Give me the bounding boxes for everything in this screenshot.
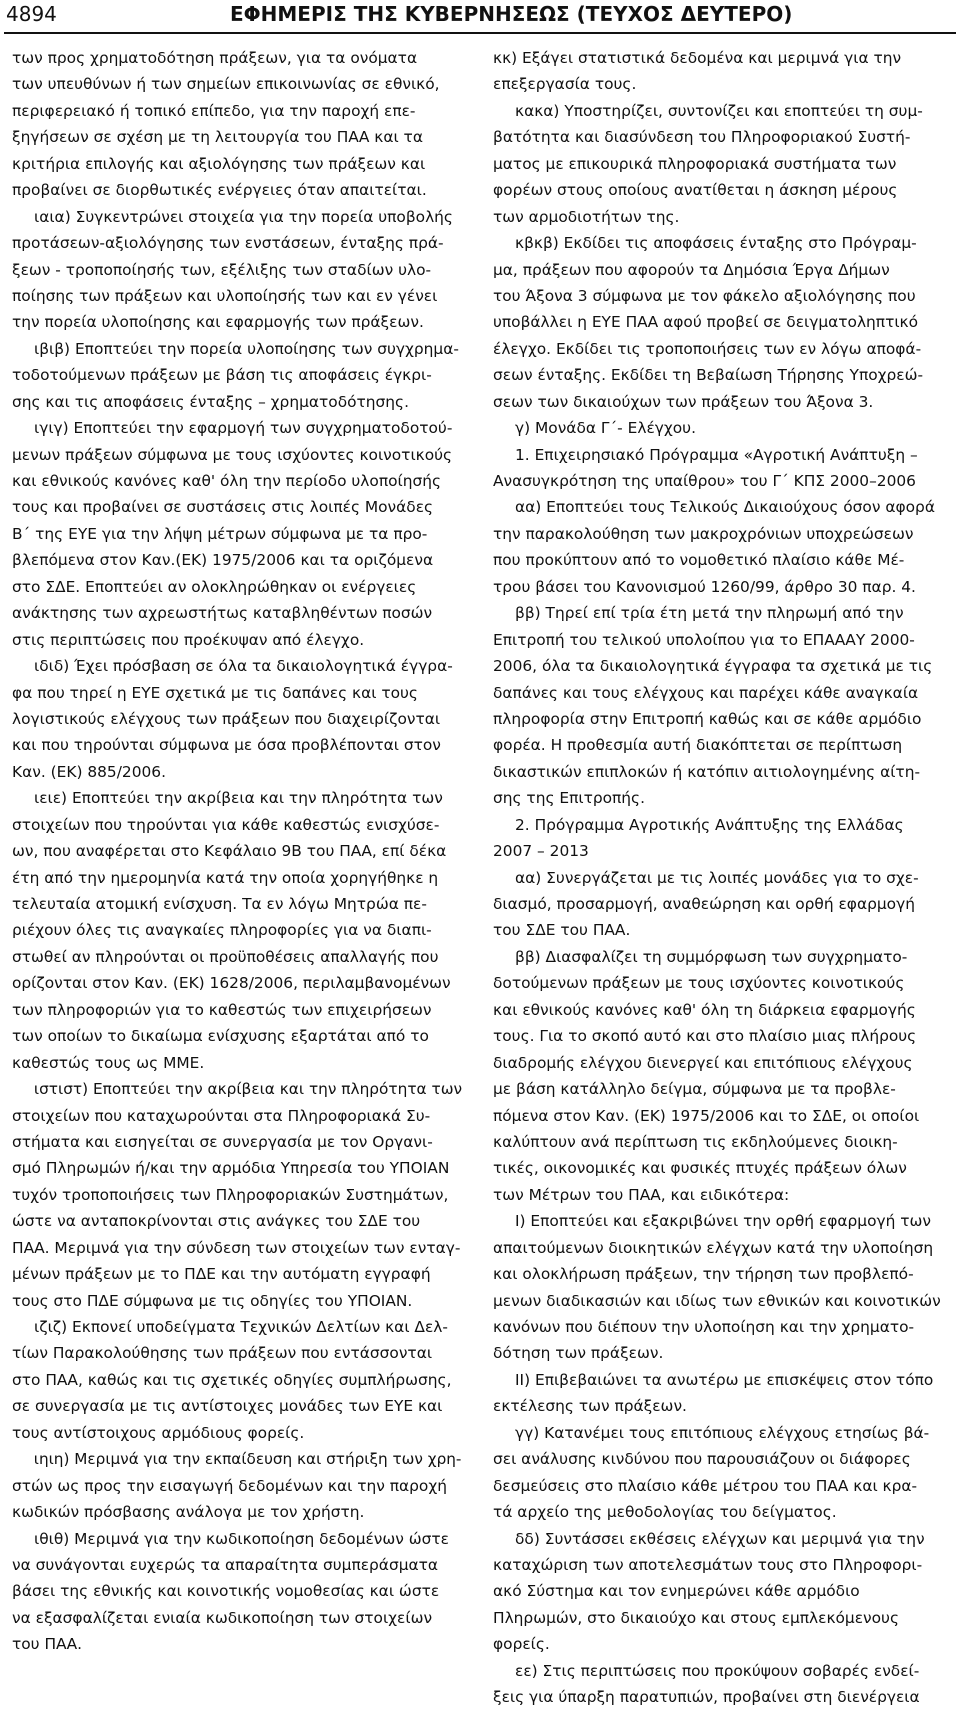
page-header bbox=[0, 0, 960, 30]
text-line: σης της Επιτροπής. bbox=[493, 789, 645, 808]
text-line: δδ) Συντάσσει εκθέσεις ελέγχων και μεριμνά για την bbox=[515, 1529, 925, 1548]
text-line: φορέα. Η προθεσμία αυτή διακόπτεται σε περίπτωση bbox=[493, 736, 903, 755]
text-line: ριέχουν όλες τις αναγκαίες πληροφορίες για να διαπι- bbox=[12, 921, 432, 940]
text-line: κακα) Υποστηρίζει, συντονίζει και εποπτεύει τη συμ- bbox=[515, 101, 923, 120]
text-line: δοτούμενων πράξεων με τους ισχύοντες κοινοτικούς bbox=[493, 974, 905, 993]
text-line: στήματα και εισηγείται σε συνεργασία με τον Οργανι- bbox=[12, 1132, 433, 1151]
text-line: των προς χρηματοδότηση πράξεων, για τα ονόματα bbox=[12, 49, 418, 67]
text-line: Επιτροπή του τελικού υπολοίπου για το ΕΠΑΑΑΥ 2000- bbox=[493, 630, 915, 649]
text-line: σε συνεργασία με τις αντίστοιχες μονάδες των ΕΥΕ και bbox=[12, 1397, 443, 1416]
text-line: ματος με επικουρικά πληροφοριακά συστήματα των bbox=[493, 154, 897, 173]
text-line: σει ανάλυσης κινδύνου που παρουσιάζουν οι διάφορες bbox=[493, 1450, 911, 1469]
text-line: τικές, οικονομικές και φυσικές πτυχές πράξεων όλων bbox=[493, 1159, 907, 1178]
text-line: ιστιστ) Εποπτεύει την ακρίβεια και την πληρότητα των bbox=[33, 1080, 463, 1099]
text-line: τυχόν τροποποιήσεις των Πληροφοριακών Συστημάτων, bbox=[12, 1185, 449, 1204]
text-line: ιαια) Συγκεντρώνει στοιχεία για την πορεία υποβολής bbox=[34, 207, 453, 226]
text-line: και εθνικούς κανόνες καθ' όλη τη διάρκεια εφαρμογής bbox=[493, 1000, 916, 1019]
text-line: στις περιπτώσεις που προέκυψαν από έλεγχο. bbox=[12, 630, 365, 649]
text-line: καθεστώς τους ως ΜΜΕ. bbox=[12, 1053, 205, 1072]
text-line: που προκύπτουν από το νομοθετικό πλαίσιο κάθε Μέ- bbox=[493, 551, 905, 570]
text-line: Καν. (ΕΚ) 885/2006. bbox=[12, 762, 166, 781]
text-line: του Άξονα 3 σύμφωνα με τον φάκελο αξιολόγησης που bbox=[493, 286, 916, 305]
text-line: ιζιζ) Εκπονεί υποδείγματα Τεχνικών Δελτίων και Δελ- bbox=[34, 1318, 448, 1336]
text-line: ΙΙ) Επιβεβαιώνει τα ανωτέρω με επισκέψεις στον τόπο bbox=[515, 1370, 934, 1389]
text-line: ιγιγ) Εποπτεύει την εφαρμογή των συγχρηματοδοτού- bbox=[34, 419, 453, 438]
text-line: φορέων στους οποίους ανατίθεται η άσκηση μέρους bbox=[493, 181, 898, 200]
text-line: τους και προβαίνει σε συστάσεις στις λοιπές Μονάδες bbox=[12, 498, 434, 517]
text-line: δότηση των πράξεων. bbox=[493, 1344, 664, 1363]
text-line: μενων πράξεων σύμφωνα με τους ισχύοντες κοινοτικούς bbox=[12, 445, 453, 464]
text-line: προβαίνει σε διορθωτικές ενέργειες όταν απαιτείται. bbox=[12, 181, 427, 200]
text-line: να συνάγονται ευχερώς τα απαραίτητα συμπεράσματα bbox=[12, 1555, 439, 1574]
text-line: βάσει της εθνικής και κοινοτικής νομοθεσίας και ώστε bbox=[12, 1582, 440, 1601]
text-line: ιθιθ) Μεριμνά για την κωδικοποίηση δεδομένων ώστε bbox=[34, 1529, 450, 1548]
text-line: πληροφορία στην Επιτροπή καθώς και σε κάθε αρμόδιο bbox=[493, 709, 922, 728]
text-line: βλεπόμενα στον Καν.(ΕΚ) 1975/2006 και τα οριζόμενα bbox=[12, 551, 434, 570]
text-line: αα) Εποπτεύει τους Τελικούς Δικαιούχους όσον αφορά bbox=[515, 498, 935, 517]
text-line: γγ) Κατανέμει τους επιτόπιους ελέγχους ετησίως βά- bbox=[515, 1423, 930, 1442]
text-line: ξηγήσεων σε σχέση με τη λειτουργία του ΠΑΑ και τα bbox=[12, 128, 423, 147]
text-line: των Μέτρων του ΠΑΑ, και ειδικότερα: bbox=[493, 1185, 790, 1204]
gazette-title: ΕΦΗΜΕΡΙΣ ΤΗΣ ΚΥΒΕΡΝΗΣΕΩΣ (ΤΕΥΧΟΣ ΔΕΥΤΕΡΟ) bbox=[230, 2, 793, 26]
text-line: Ανασυγκρότηση της υπαίθρου» του Γ΄ ΚΠΣ 2000–2006 bbox=[493, 472, 916, 490]
text-line: πόμενα στον Καν. (ΕΚ) 1975/2006 και το ΣΔΕ, οι οποίοι bbox=[493, 1106, 920, 1125]
text-line: ιβιβ) Εποπτεύει την πορεία υλοποίησης των συγχρημα- bbox=[34, 339, 459, 358]
text-line: του ΠΑΑ. bbox=[12, 1635, 83, 1654]
left-column bbox=[12, 45, 462, 1658]
text-line: καταχώριση των αποτελεσμάτων τους στο Πληροφορι- bbox=[493, 1555, 923, 1574]
text-line: βατότητα και διασύνδεση του Πληροφοριακού Συστή- bbox=[493, 128, 911, 147]
text-line: ιηιη) Μεριμνά για την εκπαίδευση και στήριξη των χρη- bbox=[33, 1450, 462, 1469]
text-line: δαπάνες και τους ελέγχους και παρέχει κάθε αναγκαία bbox=[493, 683, 919, 702]
text-line: στοιχείων που καταχωρούνται στα Πληροφοριακά Συ- bbox=[12, 1106, 431, 1125]
text-line: ββ) Τηρεί επί τρία έτη μετά την πληρωμή από την bbox=[515, 604, 904, 623]
text-line: υποβάλλει η ΕΥΕ ΠΑΑ αφού προβεί σε δειγματοληπτικό bbox=[493, 313, 919, 332]
text-line: τοδοτούμενων πράξεων με βάση τις αποφάσεις έγκρι- bbox=[12, 366, 432, 385]
text-line: στο ΠΑΑ, καθώς και τις σχετικές οδηγίες συμπλήρωσης, bbox=[12, 1370, 452, 1389]
text-line: καλύπτουν ανά περίπτωση τις εκδηλούμενες διοικη- bbox=[493, 1132, 898, 1151]
text-line: εκτέλεσης των πράξεων. bbox=[493, 1397, 687, 1416]
right-column bbox=[493, 45, 943, 1711]
text-line: των υπευθύνων ή των σημείων επικοινωνίας σε εθνικό, bbox=[12, 75, 440, 94]
page-number: 4894 bbox=[6, 2, 57, 26]
text-line: των αρμοδιοτήτων της. bbox=[493, 207, 680, 226]
text-line: τους στο ΠΔΕ σύμφωνα με τις οδηγίες του ΥΠΟΙΑΝ. bbox=[12, 1291, 413, 1310]
text-line: ώστε να ανταποκρίνονται στις ανάγκες του ΣΔΕ του bbox=[12, 1212, 421, 1231]
text-line: περιφερειακό ή τοπικό επίπεδο, για την παροχή επε- bbox=[12, 101, 416, 120]
text-line: τά αρχείο της μεθοδολογίας του δείγματος. bbox=[493, 1503, 837, 1522]
text-line: των οποίων το δικαίωμα ενίσχυσης εξαρτάται από το bbox=[12, 1027, 429, 1046]
text-line: 2007 – 2013 bbox=[493, 842, 589, 861]
text-line: των πληροφοριών για το καθεστώς των επιχειρήσεων bbox=[12, 1000, 432, 1019]
text-line: κριτήρια επιλογής και αξιολόγησης των πράξεων και bbox=[12, 154, 426, 173]
text-line: σεων ένταξης. Εκδίδει τη Βεβαίωση Τήρησης Υποχρεώ- bbox=[493, 366, 924, 385]
text-line: Ι) Εποπτεύει και εξακριβώνει την ορθή εφαρμογή των bbox=[515, 1212, 932, 1231]
text-line: την πορεία υλοποίησης και εφαρμογής των πράξεων. bbox=[12, 313, 424, 332]
text-line: μένων πράξεων με το ΠΔΕ και την αυτόματη εγγραφή bbox=[12, 1265, 431, 1284]
text-line: και εθνικούς κανόνες καθ' όλη την περίοδο υλοποίησής bbox=[12, 472, 441, 490]
text-line: φορείς. bbox=[493, 1635, 550, 1654]
text-line: τίων Παρακολούθησης των πράξεων που εντάσσονται bbox=[12, 1344, 433, 1363]
text-line: ββ) Διασφαλίζει τη συμμόρφωση των συγχρηματο- bbox=[515, 947, 908, 966]
text-line: κκ) Εξάγει στατιστικά δεδομένα και μεριμνά για την bbox=[493, 49, 902, 67]
header-rule bbox=[4, 32, 956, 34]
text-line: ορίζονται στον Καν. (ΕΚ) 1628/2006, περιλαμβανομένων bbox=[12, 974, 451, 993]
text-line: ιδιδ) Έχει πρόσβαση σε όλα τα δικαιολογητικά έγγρα- bbox=[34, 657, 453, 676]
text-line: επεξεργασία τους. bbox=[493, 75, 637, 94]
text-line: Β΄ της ΕΥΕ για την λήψη μέτρων σύμφωνα με τα προ- bbox=[12, 524, 428, 543]
text-line: στο ΣΔΕ. Εποπτεύει αν ολοκληρώθηκαν οι ενέργειες bbox=[12, 577, 417, 596]
text-line: σεων των δικαιούχων των πράξεων του Άξονα 3. bbox=[493, 392, 874, 411]
text-line: στωθεί αν πληρούνται οι προϋποθέσεις απαλλαγής που bbox=[12, 947, 439, 966]
text-line: δικαστικών επιπλοκών ή κατόπιν αιτιολογημένης αίτη- bbox=[493, 762, 920, 781]
text-line: εε) Στις περιπτώσεις που προκύψουν σοβαρές ενδεί- bbox=[515, 1661, 920, 1680]
text-line: ανάκτησης των αχρεωστήτως καταβληθέντων ποσών bbox=[12, 604, 433, 623]
text-line: ακό Σύστημα και τον ενημερώνει κάθε αρμόδιο bbox=[493, 1582, 860, 1601]
text-line: τρου βάσει του Κανονισμού 1260/99, άρθρο 30 παρ. 4. bbox=[493, 577, 916, 596]
text-line: φα που τηρεί η ΕΥΕ σχετικά με τις δαπάνες και τους bbox=[12, 683, 418, 702]
text-line: κανόνων που διέπουν την υλοποίηση και την χρηματο- bbox=[493, 1318, 915, 1336]
text-line: διαδρομής ελέγχου διενεργεί και επιτόπιους ελέγχους bbox=[493, 1053, 913, 1072]
text-line: ιειε) Εποπτεύει την ακρίβεια και την πληρότητα των bbox=[34, 789, 443, 808]
text-line: κωδικών πρόσβασης ανάλογα με τον χρήστη. bbox=[12, 1503, 365, 1522]
text-line: γ) Μονάδα Γ΄- Ελέγχου. bbox=[515, 419, 696, 438]
text-line: ΠΑΑ. Μεριμνά για την σύνδεση των στοιχείων των ενταγ- bbox=[12, 1238, 461, 1257]
text-line: ων, που αναφέρεται στο Κεφάλαιο 9Β του ΠΑΑ, επί δέκα bbox=[12, 842, 447, 861]
text-line: στών ως προς την εισαγωγή δεδομένων και την παροχή bbox=[12, 1476, 447, 1495]
text-line: λογιστικούς ελέγχους των πράξεων που διαχειρίζονται bbox=[12, 709, 441, 728]
text-line: τελευταία ατομική ενίσχυση. Τα εν λόγω Μητρώα πε- bbox=[12, 895, 427, 913]
text-line: διασμό, προσαρμογή, αναθεώρηση και ορθή εφαρμογή bbox=[493, 895, 915, 913]
text-line: 2. Πρόγραμμα Αγροτικής Ανάπτυξης της Ελλάδας bbox=[515, 815, 904, 834]
text-line: προτάσεων-αξιολόγησης των ενστάσεων, ένταξης πρά- bbox=[12, 234, 444, 253]
text-line: απαιτούμενων διοικητικών ελέγχων κατά την υλοποίηση bbox=[493, 1238, 934, 1257]
text-line: 1. Επιχειρησιακό Πρόγραμμα «Αγροτική Ανάπτυξη – bbox=[515, 445, 918, 464]
text-line: κβκβ) Εκδίδει τις αποφάσεις ένταξης στο Πρόγραμ- bbox=[515, 234, 917, 253]
text-line: μα, πράξεων που αφορούν τα Δημόσια Έργα Δήμων bbox=[493, 260, 890, 279]
text-line: ποίησης των πράξεων και υλοποίησής των και εν γένει bbox=[12, 286, 438, 305]
text-line: 2006, όλα τα δικαιολογητικά έγγραφα τα σχετικά με τις bbox=[493, 657, 933, 676]
text-line: στοιχείων που τηρούνται για κάθε καθεστώς ενισχύσε- bbox=[12, 815, 440, 834]
text-line: αα) Συνεργάζεται με τις λοιπές μονάδες για το σχε- bbox=[515, 868, 919, 887]
text-line: Πληρωμών, στο δικαιούχο και στους εμπλεκόμενους bbox=[493, 1608, 899, 1627]
text-line: ξεων - τροποποίησής των, εξέλιξης των σταδίων υλο- bbox=[12, 260, 432, 279]
text-line: να εξασφαλίζεται ενιαία κωδικοποίηση των στοιχείων bbox=[12, 1608, 433, 1627]
text-line: τους αντίστοιχους αρμόδιους φορείς. bbox=[12, 1423, 305, 1442]
text-line: σης και τις αποφάσεις ένταξης – χρηματοδότησης. bbox=[12, 392, 409, 411]
text-line: δεσμεύσεις στο πλαίσιο κάθε μέτρου του ΠΑΑ και κρα- bbox=[493, 1476, 918, 1495]
text-line: του ΣΔΕ του ΠΑΑ. bbox=[493, 921, 631, 940]
text-line: και ολοκλήρωση πράξεων, την τήρηση των προβλεπό- bbox=[493, 1265, 914, 1284]
text-line: έλεγχο. Εκδίδει τις τροποποιήσεις των εν λόγω αποφά- bbox=[493, 339, 922, 358]
text-line: και που τηρούνται σύμφωνα με όσα προβλέπονται στον bbox=[12, 736, 441, 755]
text-line: την παρακολούθηση των μακροχρόνιων υποχρεώσεων bbox=[493, 524, 914, 543]
text-line: έτη από την ημερομηνία κατά την οποία χορηγήθηκε η bbox=[12, 868, 439, 887]
text-line: ξεις για ύπαρξη παρατυπιών, προβαίνει στη διενέργεια bbox=[493, 1688, 920, 1707]
text-line: με βάση κατάλληλο δείγμα, σύμφωνα με τα προβλε- bbox=[493, 1080, 896, 1099]
text-line: τους. Για το σκοπό αυτό και στο πλαίσιο μιας πλήρους bbox=[493, 1027, 917, 1046]
text-line: σμό Πληρωμών ή/και την αρμόδια Υπηρεσία του ΥΠΟΙΑΝ bbox=[12, 1159, 450, 1178]
text-line: μενων διαδικασιών και ιδίως των εθνικών και κοινοτικών bbox=[493, 1291, 941, 1310]
